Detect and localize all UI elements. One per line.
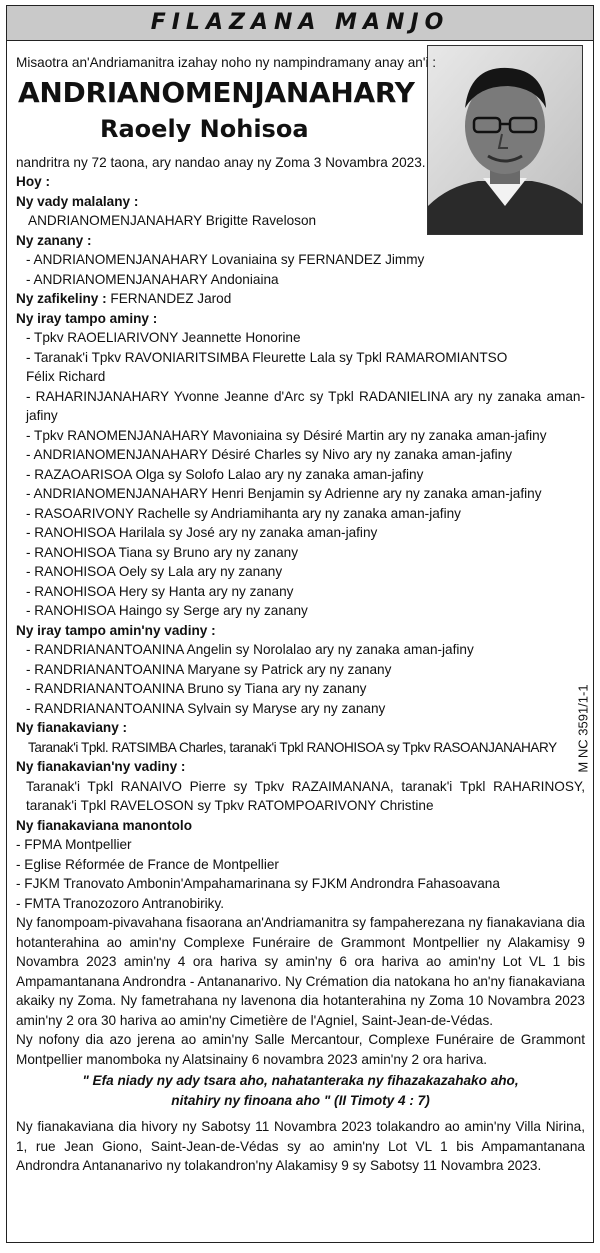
list-item: - RAZAOARISOA Olga sy Solofo Lalao ary ny zanaka aman-jafiny [26,466,424,482]
verse-line: " Efa niady ny ady tsara aho, nahatanteraka ny fihazakazahako aho, [82,1073,519,1088]
list-item: - RANOHISOA Harilala sy José ary ny zanaka aman-jafiny [26,525,378,540]
gathering-announcement: Ny fianakaviana dia hivory ny Sabotsy 11 Novambra 2023 tolakandro ao amin'ny Villa Nirina, 1, rue Jean Giono, Saint-Jean-de-Védas sy ao amin'ny Lot VL 1 bis Ampamantanana Androndra Antananarivo ny tolakandron'ny Alakamisy 9 sy Sabotsy 11 Novambra 2023. [16,1119,585,1173]
list-item: - Tpkv RANOMENJANAHARY Mavoniaina sy Désiré Martin ary ny zanaka aman-jafiny [26,427,547,443]
list-item: - Eglise Réformée de France de Montpellier [16,856,279,872]
list-item: - FPMA Montpellier [16,837,132,852]
spouse-heading: Ny vady malalany : [16,193,139,209]
grandchild-row [16,289,585,309]
banner [7,6,593,41]
list-item: - ANDRIANOMENJANAHARY Andoniaina [26,271,279,287]
reference-code: M NC 3591/1-1 [575,684,591,773]
grandchild-name: FERNANDEZ Jarod [106,291,232,306]
ceremony-announcement: Ny fanompoam-pivavahana fisaorana an'Andriamanitra sy fampaherezana ny fianakaviana dia hotanterahina ao amin'ny Complexe Funéraire de Grammont Montpellier ny Alakamisy 9 Novambra 2023 amin'ny 4 ora hariva sy amin'ny 6 ora hariva ao amin'ny Lot VL 1 bis Ampamantanana Androndra - Antananarivo. Ny Crémation dia natokana ho an'ny fianakaviana akaiky ny Zoma. Ny fametrahana ny lavenona dia hotanterahina ny Zoma 10 Novambra 2023 amin'ny 2 ora 30 hariva ao amin'ny Cimetière de l'Agniel, Saint-Jean-de-Védas. [16,915,585,1028]
verse-line: nitahiry ny finoana aho " (II Timoty 4 : 7) [171,1093,430,1108]
spouse-family-heading: Ny fianakavian'ny vadiny : [16,759,186,774]
list-item: - RANOHISOA Hery sy Hanta ary ny zanany [26,583,294,599]
list-item: - Taranak'i Tpkv RAVONIARITSIMBA Fleurette Lala sy Tpkl RAMAROMIANTSO Félix Richard [26,349,508,384]
bible-verse [16,1071,585,1111]
family-text: Taranak'i Tpkl. RATSIMBA Charles, taranak'i Tpkl RANOHISOA sy Tpkv RASOANJANAHARY [28,739,557,755]
list-item: - RANOHISOA Haingo sy Serge ary ny zanany [26,603,308,618]
spouse-siblings-heading: Ny iray tampo amin'ny vadiny : [16,622,216,638]
family-heading: Ny fianakaviany : [16,720,128,735]
intro-text: Misaotra an'Andriamanitra izahay noho ny nampindramany anay an'i : [16,55,437,70]
viewing-announcement: Ny nofony dia azo jerena ao amin'ny Salle Mercantour, Complexe Funéraire de Grammont Montpellier manomboka ny Alatsinainy 6 novambra 2023 amin'ny 2 ora hariva. [16,1032,585,1067]
list-item: - ANDRIANOMENJANAHARY Désiré Charles sy Nivo ary ny zanaka aman-jafiny [26,447,513,462]
spouse-name: ANDRIANOMENJANAHARY Brigitte Raveloson [28,213,317,228]
hoy-label: Hoy : [16,174,50,189]
list-item: - RANDRIANANTOANINA Sylvain sy Maryse ary ny zanany [26,700,386,716]
list-item: - ANDRIANOMENJANAHARY Lovaniaina sy FERNANDEZ Jimmy [26,252,425,267]
deceased-given-name: Raoely Nohisoa [100,114,309,143]
obituary-notice [6,5,594,1243]
deceased-surname: ANDRIANOMENJANAHARY [18,75,415,109]
list-item: - RANDRIANANTOANINA Bruno sy Tiana ary ny zanany [26,681,367,696]
deceased-details: nandritra ny 72 taona, ary nandao anay ny Zoma 3 Novambra 2023. [16,154,426,170]
banner-title: FILAZANA MANJO [150,10,450,35]
siblings-heading: Ny iray tampo aminy : [16,310,158,326]
list-item: - RANOHISOA Tiana sy Bruno ary ny zanany [26,544,298,560]
list-item: - RANOHISOA Oely sy Lala ary ny zanany [26,564,283,579]
children-heading: Ny zanany : [16,232,92,248]
grandchild-heading: Ny zafikeliny : [16,291,107,306]
list-item: - RANDRIANANTOANINA Angelin sy Norolalao ary ny zanaka aman-jafiny [26,642,474,657]
list-item: - RASOARIVONY Rachelle sy Andriamihanta ary ny zanaka aman-jafiny [26,505,461,521]
spouse-family-text: Taranak'i Tpkl RANAIVO Pierre sy Tpkv RAZAIMANANA, taranak'i Tpkl RAHARINOSY, taranak'i Tpkl RAVELOSON sy Tpkv RATOMPOARIVONY Christine [26,778,585,813]
list-item: - ANDRIANOMENJANAHARY Henri Benjamin sy Adrienne ary ny zanaka aman-jafiny [26,486,542,501]
list-item: - RANDRIANANTOANINA Maryane sy Patrick ary ny zanany [26,661,392,677]
extended-family-heading: Ny fianakaviana manontolo [16,817,193,833]
notice-body [7,41,593,1176]
list-item: - RAHARINJANAHARY Yvonne Jeanne d'Arc sy Tpkl RADANIELINA ary ny zanaka aman-jafiny [26,388,585,423]
list-item: - Tpkv RAOELIARIVONY Jeannette Honorine [26,330,301,345]
list-item: - FMTA Tranozozoro Antranobiriky. [16,895,225,911]
list-item: - FJKM Tranovato Ambonin'Ampahamarinana sy FJKM Androndra Fahasoavana [16,876,500,891]
